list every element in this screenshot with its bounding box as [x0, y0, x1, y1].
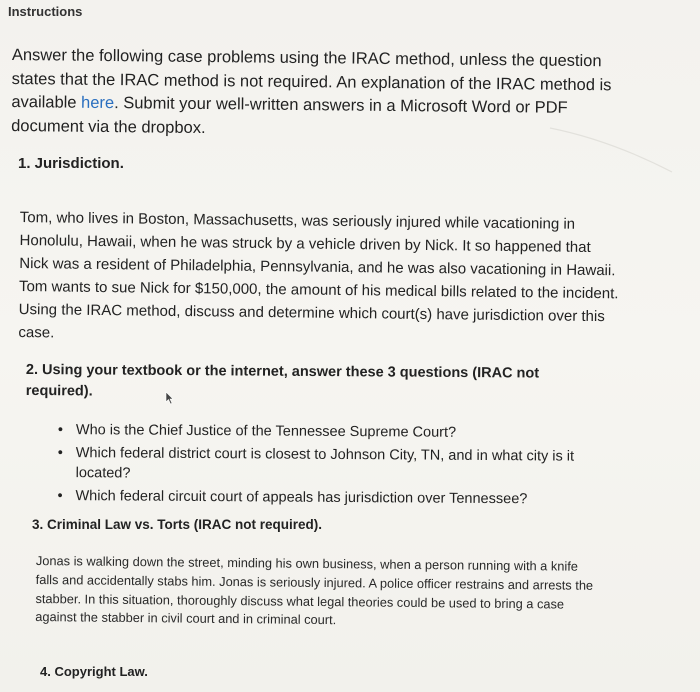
- section-1-heading: 1. Jurisdiction.: [18, 155, 124, 172]
- question-text: Which federal district court is closest to Johnson City, TN, and in what city is it located?: [75, 445, 575, 482]
- section-1-body: Tom, who lives in Boston, Massachusetts, was seriously injured while vacationing in Honolulu, Hawaii, when he was struck by a vehicle driven by Nick. It so happened that Nick was a resident of Philadelphia, Pennsylvania, and he was also vacationing in Hawaii. Tom wants to sue Nick for $150,000, the amount of his medical bills related to the incident. Using the IRAC method, discuss and determine which court(s) have jurisdiction over this case.: [18, 208, 619, 342]
- question-text: Which federal circuit court of appeals has jurisdiction over Tennessee?: [75, 488, 528, 508]
- intro-text-end: . Submit your well-written answers in a Microsoft Word or PDF document via the dropbox.: [11, 94, 568, 137]
- question-text: Who is the Chief Justice of the Tennessee Supreme Court?: [75, 422, 457, 441]
- section-3-body: Jonas is walking down the street, minding his own business, when a person running with a knife falls and accidentally stabs him. Jonas is seriously injured. A police officer restrains and arrests the stabber. In this situation, thoroughly discuss what legal theories could be used to bring a case against the stabber in civil court and in criminal court.: [35, 552, 594, 628]
- section-4-heading: 4. Copyright Law.: [40, 664, 148, 679]
- list-item: [57, 486, 617, 510]
- list-item: [58, 443, 618, 487]
- irac-explanation-link[interactable]: here: [81, 93, 115, 113]
- intro-paragraph: [11, 44, 632, 144]
- instructions-label: Instructions: [8, 4, 83, 19]
- list-item: [58, 420, 618, 444]
- bullet-icon: •: [57, 421, 64, 439]
- section-3-heading: 3. Criminal Law vs. Torts (IRAC not required).: [32, 517, 323, 532]
- bullet-icon: •: [57, 444, 63, 462]
- intro-text-start: Answer the following case problems using the IRAC method, unless the question states that the IRAC method is not required. An explanation of the IRAC method is available: [11, 45, 612, 112]
- bullet-icon: •: [57, 487, 63, 505]
- section-2-heading: 2. Using your textbook or the internet, answer these 3 questions (IRAC not required).: [25, 361, 540, 400]
- mouse-pointer-icon: [164, 391, 174, 405]
- section-2-question-list: [57, 420, 618, 513]
